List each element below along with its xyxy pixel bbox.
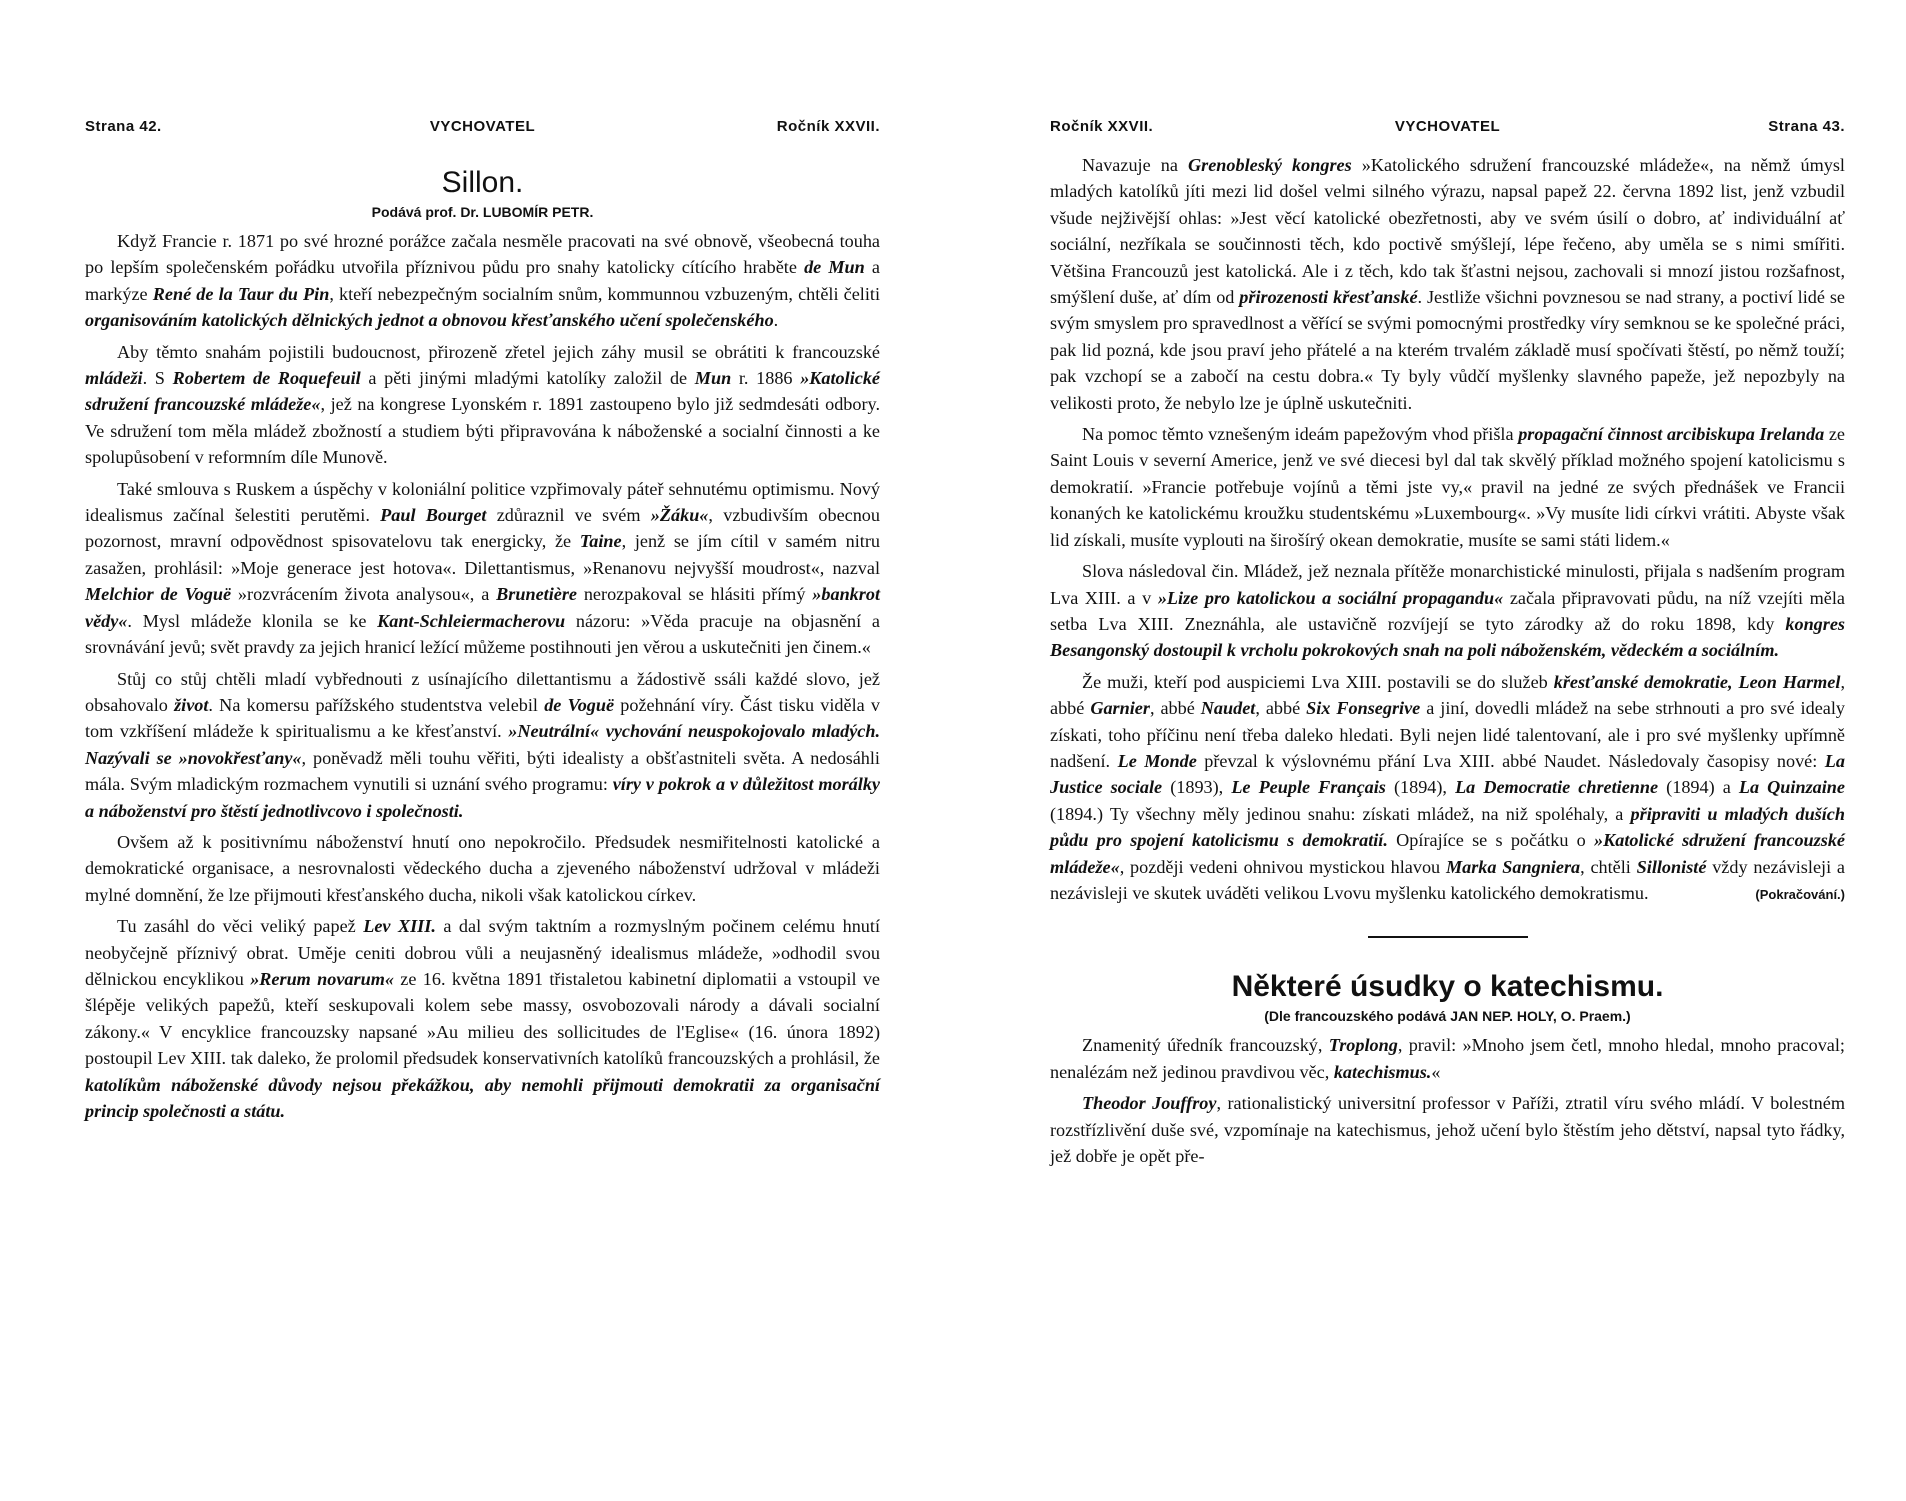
text-run: . S xyxy=(142,368,173,389)
emphasized-text: propagační činnost arcibiskupa Irelanda xyxy=(1518,424,1825,445)
emphasized-text: Le Monde xyxy=(1117,750,1197,771)
section-divider xyxy=(1368,936,1528,938)
text-run: , kteří nebezpečným socialním snům, kommunnou vzbuzeným, chtěli čeliti xyxy=(329,283,880,304)
right-page xyxy=(1050,118,1845,1174)
text-run: « xyxy=(1431,1061,1441,1082)
text-run: »rozvrácením života analysou«, a xyxy=(231,584,497,605)
right-body xyxy=(1050,152,1845,906)
emphasized-text: »Katolické sdružení francouzské mládeže« xyxy=(1050,830,1845,877)
emphasized-text: organisováním katolických dělnických jednot a obnovou křesťanského učení společenského xyxy=(85,310,774,331)
paragraph xyxy=(85,666,880,824)
emphasized-text: Kant-Schleiermacherovu xyxy=(377,610,566,631)
text-run: , abbé xyxy=(1255,698,1307,719)
article2-title: Některé úsudky o katechismu. xyxy=(1231,970,1664,1004)
article-title: Sillon. xyxy=(441,166,524,199)
text-run: , abbé xyxy=(1050,671,1845,719)
text-run: ze 16. května 1891 třistaletou kabinetní diplomatii a vstoupil ve šlépěje velikých papežů, kteří seskupovali kolem sebe massy, osvobozovali národy a dávali socialní zákony.« V encyklice francouzsky napsané »Au milieu des sollicitudes de l'Eglise« (16. února 1892) postoupil Lev XIII. tak daleko, že prolomil předsudek konservativních katolíků francouzských a prohlásil, že xyxy=(85,968,880,1069)
emphasized-text: katolíkům náboženské důvody nejsou překážkou, aby nemohli přijmouti demokratii za organisační princip společnosti a státu. xyxy=(85,1074,880,1121)
emphasized-text: křesťanské demokratie, Leon Harmel xyxy=(1553,671,1841,692)
paragraph xyxy=(1050,152,1845,416)
volume-right: Ročník XXVII. xyxy=(1050,118,1154,135)
text-run: . Na komersu pařížského studentstva velebil xyxy=(208,694,545,715)
text-run: názoru: »Věda pracuje na objasnění a srovnávání jevů; svět pravdy za jejich hranicí ležící můžeme postihnouti jen věrou a uskutečniti jen činem.« xyxy=(85,610,880,658)
emphasized-text: Marka Sangniera xyxy=(1445,856,1581,877)
emphasized-text: víry v pokrok a v důležitost morálky a náboženství pro štěstí jednotlivcovo i společnosti. xyxy=(85,774,880,821)
text-run: požehnání víry. Část tisku viděla v tom vzkříšení mládeže k spiritualismu a ke křesťanství. xyxy=(85,694,881,742)
text-run: Navazuje na xyxy=(1082,155,1189,175)
emphasized-text: Paul Bourget xyxy=(380,505,487,526)
text-run: Tu zasáhl do věci veliký papež xyxy=(117,916,364,937)
text-run: , poněvadž měli touhu věřiti, býti idealisty a obšťastniteli světa. A nedosáhli mála. Svým mladickým rozmachem vynutili si uznání svého programu: xyxy=(85,747,880,795)
text-run: r. 1886 xyxy=(731,368,801,389)
page-number-left: Strana 42. xyxy=(85,118,162,135)
paragraph xyxy=(85,476,880,661)
text-run: Slova následoval čin. Mládež, jež neznala přítěže monarchistické minulosti, přijala s nadšením program Lva XIII. a v xyxy=(1050,561,1845,608)
text-run: vždy nezávisleji a nezávisleji ve skutek uváděti velikou Lvovu myšlenku katolického demokratismu. xyxy=(1050,856,1845,903)
text-run: Když Francie r. 1871 po své hrozné porážce začala nesměle pracovati na své obnově, všeobecná touha po lepším společenském pořádku utvořila příznivou půdu pro snahy katolicky cítícího hraběte xyxy=(85,231,880,278)
text-run: Znamenitý úředník francouzský, xyxy=(1082,1035,1329,1056)
text-run: (1894), xyxy=(1385,777,1456,798)
emphasized-text: Sillonisté xyxy=(1636,856,1707,877)
text-run: Na pomoc těmto vznešeným ideám papežovým vhod přišla xyxy=(1082,424,1519,445)
text-run: . Jestliže všichni povznesou se nad strany, a poctiví lidé se svým smyslem pro spravedlnost a věřící se svými pomocnými prostředky víry semknou se ke společné práci, pak lid pozná, kde jsou praví jeho přátelé a na kterém trvalém základě musí spočívati štěstí, po němž touží; pak vzchopí se a zabočí na cestu dobra.« Ty byly vůdčí myšlenky slavného papeže, jež nepozbyly na velikosti proto, že nebylo lze je úplně uskutečniti. xyxy=(1050,287,1845,413)
continuation-note: (Pokračování.) xyxy=(1755,887,1845,903)
paragraph xyxy=(85,913,880,1124)
left-page xyxy=(85,118,880,1129)
text-run: Aby těmto snahám pojistili budoucnost, přirozeně zřetel jejich záhy musil se obrátiti k francouzské xyxy=(117,341,880,362)
text-run: (1894.) Ty všechny měly jedinou snahu: získati mládež, na niž spoléhaly, a xyxy=(1050,803,1631,824)
right-page-header xyxy=(1050,118,1845,146)
emphasized-text: Lev XIII. xyxy=(363,916,436,937)
emphasized-text: život xyxy=(174,694,209,715)
emphasized-text: Taine xyxy=(579,531,622,552)
emphasized-text: připraviti u mladých duších půdu pro spojení katolicismu s demokratií. xyxy=(1050,803,1845,851)
emphasized-text: »Katolické sdružení francouzské mládeže« xyxy=(85,368,880,415)
emphasized-text: Mun xyxy=(694,368,732,389)
emphasized-text: »bankrot vědy« xyxy=(85,584,880,631)
emphasized-text: přirozenosti křesťanské xyxy=(1239,287,1418,308)
text-run: začala připravovati půdu, na níž vzejíti měla setba Lva XIII. Zneznáhla, ale ustavičně rozvíjejí se tyto zárodky až do roku 1898, kdy xyxy=(1050,587,1845,634)
emphasized-text: La Quinzaine xyxy=(1738,777,1845,798)
text-run: , chtěli xyxy=(1580,856,1637,877)
left-body xyxy=(85,228,880,1124)
text-run: , rationalistický universitní professor v Paříži, ztratil víru svého mládí. V bolestném rozstřízlivění duše své, vzpomínaje na katechismus, jehož učení bylo štěstím jeho dětství, napsal tyto řádky, jež dobře je opět pře- xyxy=(1050,1093,1845,1166)
emphasized-text: Naudet xyxy=(1200,698,1256,719)
left-page-header xyxy=(85,118,880,146)
emphasized-text: »Žáku« xyxy=(650,505,709,526)
text-run: , jež na kongrese Lyonském r. 1891 zastoupeno bylo již sedmdesáti odbory. Ve sdružení tom měla mládež zbožností a studiem býti připravována k náboženské a socialní činnosti a ke spolupůsobení v reformním díle Munově. xyxy=(85,394,880,468)
text-run: převzal k výslovnému přání Lva XIII. abbé Naudet. Následovaly časopisy nové: xyxy=(1196,750,1825,771)
text-run: »Katolického sdružení francouzské mládeže«, na němž úmysl mladých katolíků jíti mezi lid došel velmi silného výrazu, napsal papež 22. června 1892 list, jenž vzbudil všude nejživější ohlas: »Jest věcí katolické obezřetnosti, aby ve svém úsilí o dobro, ať individuální ať sociální, nezříkala se součinnosti těch, kdo poctivě smýšlejí, lépe řečeno, aby uměla se s nimi smířiti. Většina Francouzů jest katolická. Ale i z těch, kdo tak šťastni nejsou, zachovali si mnozí jistou rozšafnost, smýšlení duše, ať dím od xyxy=(1050,155,1845,308)
emphasized-text: de Mun xyxy=(804,257,865,278)
text-run: Také smlouva s Ruskem a úspěchy v koloniální politice vzpřimovaly páteř sehnutému optimismu. Nový idealismus začínal šelestiti perutěmi. xyxy=(85,478,880,526)
article2-body xyxy=(1050,1032,1845,1169)
text-run: ze Saint Louis v severní Americe, jenž ve své diecesi byl dal tak skvělý příklad možného spojení katolicismu s demokratií. »Francie potřebuje vojínů a těmi jste vy,« pravil na jedné ze svých přednášek ve Francii konaných ke katolickému kroužku studentskému »Luxembourg«. »Vy musíte lidi církvi vrátiti. Abyste však lid získali, musíte vyplouti na širošírý okean demokratie, musíte se sami státi lidem.« xyxy=(1050,424,1845,550)
paragraph xyxy=(85,339,880,471)
emphasized-text: Theodor Jouffroy xyxy=(1082,1093,1217,1114)
emphasized-text: mládeži xyxy=(85,368,143,389)
paragraph xyxy=(1050,558,1845,664)
text-run: Ovšem až k positivnímu náboženství hnutí ono nepokročilo. Předsudek nesmiřitelnosti katolické a demokratické organisace, a nesrovnalosti vědeckého ducha a zjeveného náboženství udržoval v mládeži mylné domnění, že lze přijmouti křesťanského ducha, nikoli však katolickou církev. xyxy=(85,831,880,905)
paragraph xyxy=(85,829,880,908)
paragraph xyxy=(1050,421,1845,553)
emphasized-text: de Voguë xyxy=(544,694,615,715)
page-number-right: Strana 43. xyxy=(1768,118,1845,135)
emphasized-text: »Rerum novarum« xyxy=(250,968,394,989)
emphasized-text: Melchior de Voguë xyxy=(85,584,232,605)
emphasized-text: René de la Taur du Pin xyxy=(152,283,330,304)
text-run: . Mysl mládeže klonila se ke xyxy=(127,610,378,631)
article2-byline: (Dle francouzského podává JAN NEP. HOLY, O. Praem.) xyxy=(1264,1008,1631,1025)
text-run: a markýze xyxy=(85,257,880,304)
journal-title-right: VYCHOVATEL xyxy=(1394,118,1501,135)
emphasized-text: Le Peuple Français xyxy=(1231,777,1386,798)
text-run: . xyxy=(773,310,779,331)
text-run: , vzbudivším obecnou pozornost, mravní odpovědnost spisovatelovu tak energicky, že xyxy=(85,505,880,552)
text-run: a dal svým taktním a rozmyslným počinem celému hnutí neobyčejně příznivý obrat. Uměje ceniti dobrou vůli a neujasněný idealismus mládeže, »odhodil svou dělnickou encyklikou xyxy=(85,916,881,989)
text-run: Že muži, kteří pod auspiciemi Lva XIII. postavili se do služeb xyxy=(1082,671,1554,692)
paragraph xyxy=(1050,1032,1845,1085)
emphasized-text: La Justice sociale xyxy=(1050,750,1845,798)
emphasized-text: Grenobleský kongres xyxy=(1188,155,1352,175)
volume-left: Ročník XXVII. xyxy=(776,118,880,135)
paragraph xyxy=(1050,669,1845,907)
emphasized-text: Brunetière xyxy=(496,584,577,605)
text-run: , abbé xyxy=(1149,698,1201,719)
text-run: Opírajíce se s počátku o xyxy=(1387,830,1595,851)
emphasized-text: Garnier xyxy=(1090,698,1150,719)
text-run: a jiní, dovedli mládež na sebe strhnouti a pro své idealy získati, toho příčinu není třeba daleko hledati. Byli nejen lidé talentovaní, ale i pro své myšlenky upřímně nadšení. xyxy=(1050,698,1845,771)
emphasized-text: Robertem de Roquefeuil xyxy=(172,368,361,389)
paragraph xyxy=(85,228,880,334)
emphasized-text: katechismus. xyxy=(1333,1061,1432,1082)
article-byline: Podává prof. Dr. LUBOMÍR PETR. xyxy=(371,204,594,220)
emphasized-text: »Neutrální« vychování neuspokojovalo mladých. Nazývali se »novokřesťany« xyxy=(85,721,880,768)
text-run: (1894) a xyxy=(1658,777,1739,798)
paragraph xyxy=(1050,1090,1845,1169)
text-run: , později vedeni ohnivou mystickou hlavou xyxy=(1119,856,1446,877)
text-run: a pěti jinými mladými katolíky založil de xyxy=(360,368,695,389)
emphasized-text: Troplong xyxy=(1328,1035,1398,1056)
text-run: (1893), xyxy=(1162,777,1232,798)
emphasized-text: »Lize pro katolickou a sociální propagandu« xyxy=(1157,587,1504,608)
journal-title-left: VYCHOVATEL xyxy=(429,118,536,135)
text-run: zdůraznil ve svém xyxy=(486,505,651,526)
text-run: , jenž se jím cítil v samém nitru zasažen, prohlásil: »Moje generace jest hotova«. Dilettantismus, »Renanovu nejvyšší moudrost«, nazval xyxy=(85,531,880,578)
emphasized-text: kongres Besangonský dostoupil k vrcholu pokrokových snah na poli náboženském, vědeckém a sociálním. xyxy=(1050,613,1845,661)
text-run: , pravil: »Mnoho jsem četl, mnoho hledal, mnoho pracoval; nenalézám než jedinou pravdivou věc, xyxy=(1050,1035,1845,1082)
text-run: Stůj co stůj chtěli mladí vybřednouti z usínajícího dilettantismu a žádostivě ssáli každé slovo, jež obsahovalo xyxy=(85,668,880,715)
emphasized-text: Six Fonsegrive xyxy=(1306,698,1421,719)
text-run: nerozpakoval se hlásiti přímý xyxy=(576,584,813,605)
emphasized-text: La Democratie chretienne xyxy=(1455,777,1659,798)
